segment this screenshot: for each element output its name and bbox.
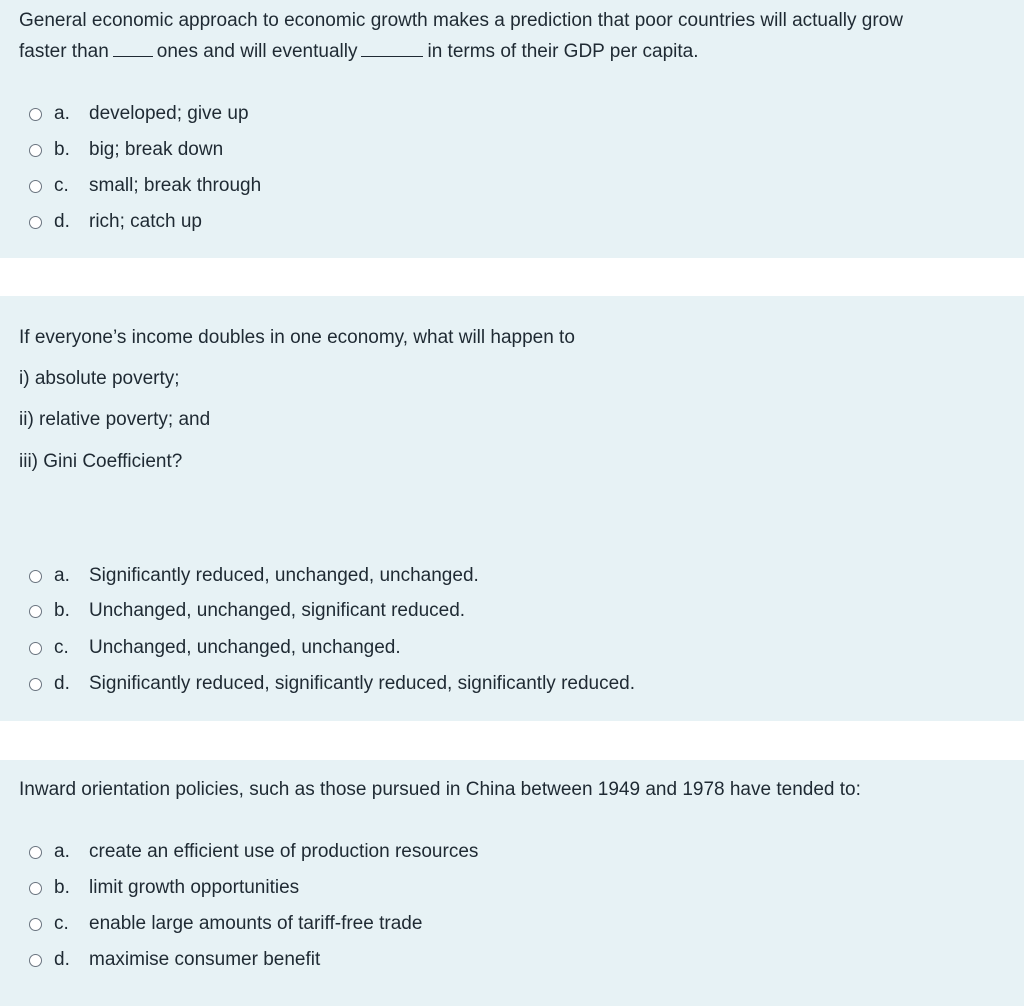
radio-button[interactable] [29,144,42,157]
option-c[interactable] [29,636,401,660]
radio-button[interactable] [29,954,42,967]
option-a[interactable] [29,840,478,864]
radio-button[interactable] [29,642,42,655]
option-b[interactable] [29,876,299,900]
option-letter: c. [54,175,69,196]
question-text-line: iii) Gini Coefficient? [19,451,183,472]
radio-button[interactable] [29,570,42,583]
radio-button[interactable] [29,216,42,229]
radio-button[interactable] [29,180,42,193]
question-card-3 [0,760,1024,1006]
option-b[interactable] [29,138,223,162]
question-text-segment: ones and will eventually [156,41,358,62]
question-text-segment: in terms of their GDP per capita. [427,41,699,62]
option-c[interactable] [29,912,422,936]
question-text-line: If everyone’s income doubles in one economy, what will happen to [19,327,575,348]
question-text-line: ii) relative poverty; and [19,409,211,430]
question-text [19,5,903,67]
question-text-line: General economic approach to economic growth makes a prediction that poor countries will actually grow [19,10,903,31]
option-text: enable large amounts of tariff-free trade [89,913,423,934]
option-d[interactable] [29,210,202,234]
option-letter: b. [54,877,70,898]
radio-button[interactable] [29,882,42,895]
radio-button[interactable] [29,846,42,859]
option-letter: d. [54,673,70,694]
option-text: create an efficient use of production resources [89,841,479,862]
option-d[interactable] [29,948,320,972]
option-letter: b. [54,139,70,160]
radio-button[interactable] [29,108,42,121]
question-card-2 [0,296,1024,721]
option-letter: c. [54,637,69,658]
option-text: developed; give up [89,103,249,124]
option-letter: b. [54,600,70,621]
option-text: Significantly reduced, significantly reduced, significantly reduced. [89,673,636,694]
answer-blank [113,42,153,57]
option-text: small; break through [89,175,262,196]
question-text-segment: faster than [19,41,109,62]
question-text-line: i) absolute poverty; [19,368,180,389]
option-text: limit growth opportunities [89,877,300,898]
option-c[interactable] [29,174,261,198]
option-a[interactable] [29,102,249,126]
radio-button[interactable] [29,678,42,691]
option-text: Significantly reduced, unchanged, unchanged. [89,565,479,586]
option-text: rich; catch up [89,211,202,232]
option-text: big; break down [89,139,224,160]
question-text: Inward orientation policies, such as those pursued in China between 1949 and 1978 have tended to: [19,779,861,800]
radio-button[interactable] [29,605,42,618]
option-letter: a. [54,103,70,124]
answer-blank [361,42,423,57]
question-card-1 [0,0,1024,258]
option-letter: d. [54,211,70,232]
option-d[interactable] [29,672,635,696]
option-text: Unchanged, unchanged, significant reduced. [89,600,466,621]
option-letter: a. [54,565,70,586]
option-text: Unchanged, unchanged, unchanged. [89,637,401,658]
option-a[interactable] [29,564,479,588]
option-letter: c. [54,913,69,934]
option-text: maximise consumer benefit [89,949,321,970]
option-letter: d. [54,949,70,970]
option-letter: a. [54,841,70,862]
radio-button[interactable] [29,918,42,931]
option-b[interactable] [29,599,465,623]
